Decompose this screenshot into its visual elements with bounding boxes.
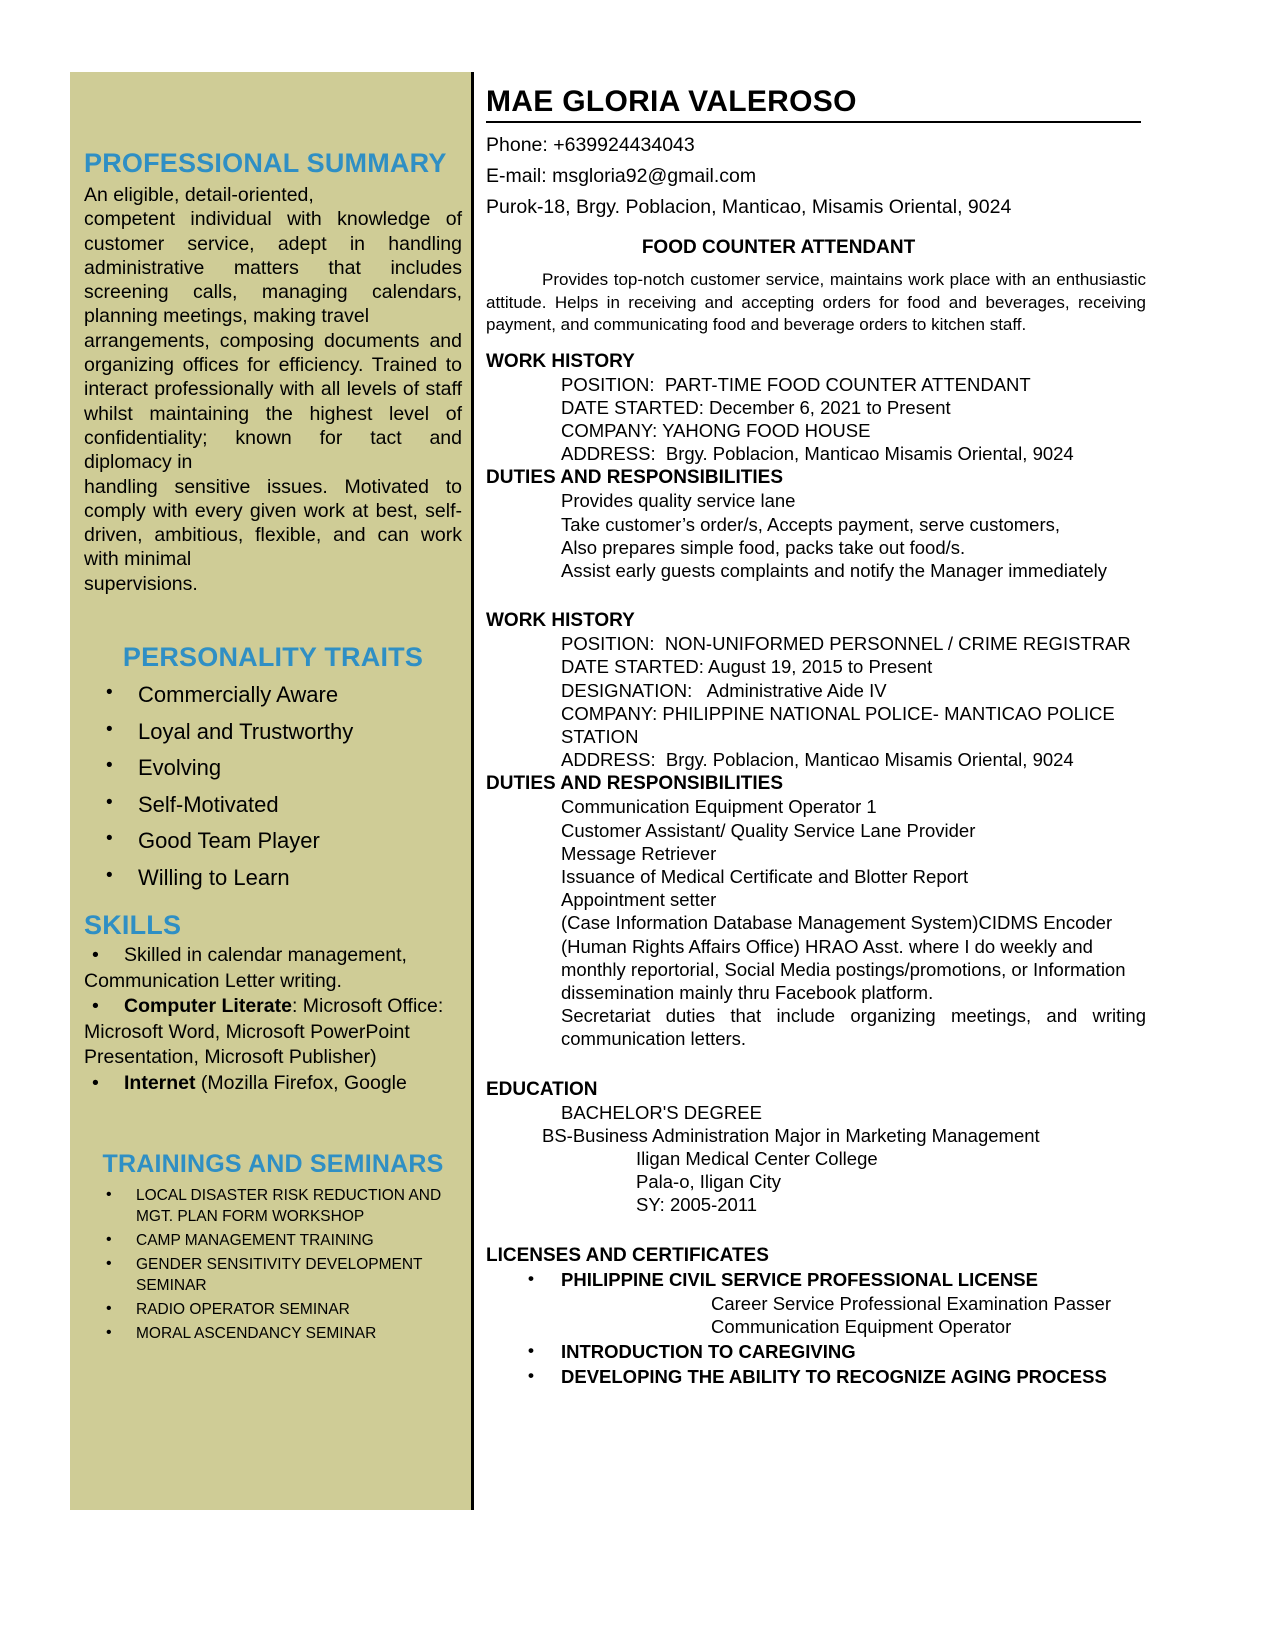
list-item: Appointment setter xyxy=(561,889,717,911)
skills-item-1-text: Skilled in calendar management, Communication Letter writing. xyxy=(84,944,407,992)
school-year: SY: 2005-2011 xyxy=(636,1194,758,1216)
skills-item-1 xyxy=(84,943,462,994)
wh2-company: COMPANY: PHILIPPINE NATIONAL POLICE- MANTICAO POLICE STATION xyxy=(561,702,1115,747)
education-details xyxy=(486,1101,1146,1217)
wh2-date-started: DATE STARTED: August 19, 2015 to Present xyxy=(561,656,933,678)
work-history-1-details xyxy=(486,373,1146,466)
list-item: • Willing to Learn xyxy=(84,860,462,897)
duties-2-list xyxy=(486,795,1146,1050)
list-item: Provides quality service lane xyxy=(561,490,796,512)
wh2-address: ADDRESS: Brgy. Poblacion, Manticao Misamis Oriental, 9024 xyxy=(561,749,1074,771)
objective-paragraph: Provides top-notch customer service, maintains work place with an enthusiastic attitude. Helps in receiving and accepting orders for food and beverages, receiving payment, and communicating food and beverage orders to kitchen staff. xyxy=(486,270,1146,334)
list-item xyxy=(486,1364,1146,1389)
contact-block xyxy=(486,130,1146,223)
trainings-section xyxy=(84,1150,462,1344)
main-content xyxy=(486,85,1146,1389)
personality-traits-list xyxy=(84,677,462,896)
list-item: (Case Information Database Management System)CIDMS Encoder xyxy=(561,912,1113,934)
summary-line-4: handling sensitive issues. Motivated to comply with every given work at best, self-driven, ambitious, flexible, and can work with minimal xyxy=(84,475,462,571)
professional-summary-body xyxy=(84,183,462,596)
work-history-2-heading: WORK HISTORY xyxy=(486,610,635,632)
school-name: Iligan Medical Center College xyxy=(636,1147,878,1169)
trainings-list xyxy=(84,1185,462,1344)
title-divider xyxy=(486,121,1141,123)
professional-summary-section xyxy=(84,72,462,596)
duties-1-list xyxy=(486,489,1146,582)
summary-line-1: An eligible, detail-oriented, xyxy=(84,184,314,206)
list-item: Communication Equipment Operator 1 xyxy=(561,796,877,818)
license-title: PHILIPPINE CIVIL SERVICE PROFESSIONAL LICENSE xyxy=(561,1268,1038,1290)
licenses-list xyxy=(486,1267,1146,1389)
list-item: • LOCAL DISASTER RISK REDUCTION AND MGT. PLAN FORM WORKSHOP xyxy=(84,1185,462,1227)
list-item: Customer Assistant/ Quality Service Lane Provider xyxy=(561,819,976,841)
duties-1-heading: DUTIES AND RESPONSIBILITIES xyxy=(486,467,783,489)
education-heading: EDUCATION xyxy=(486,1078,598,1100)
phone-text: Phone: +639924434043 xyxy=(486,134,695,156)
list-item xyxy=(486,1267,1146,1339)
list-item: • GENDER SENSITIVITY DEVELOPMENT SEMINAR xyxy=(84,1254,462,1296)
work-history-1-heading: WORK HISTORY xyxy=(486,350,635,372)
skills-item-3-label: Internet xyxy=(124,1071,196,1094)
address-text: Purok-18, Brgy. Poblacion, Manticao, Misamis Oriental, 9024 xyxy=(486,196,1012,218)
list-item: (Human Rights Affairs Office) HRAO Asst. where I do weekly and monthly reportorial, Social Media postings/promotions, or Information dissemination mainly thru Facebook platform. xyxy=(561,935,1126,1003)
list-item: • RADIO OPERATOR SEMINAR xyxy=(84,1299,462,1320)
list-item: Secretariat duties that include organizing meetings, and writing communication letters. xyxy=(561,1005,1146,1050)
list-item: • Evolving xyxy=(84,750,462,787)
duties-2-heading: DUTIES AND RESPONSIBILITIES xyxy=(486,773,783,795)
list-item: Issuance of Medical Certificate and Blotter Report xyxy=(561,865,969,887)
professional-summary-heading: PROFESSIONAL SUMMARY xyxy=(84,148,447,178)
wh2-position: POSITION: NON-UNIFORMED PERSONNEL / CRIME REGISTRAR xyxy=(561,633,1131,655)
skills-item-2 xyxy=(84,994,462,1071)
skills-item-3 xyxy=(84,1071,462,1097)
license-sub: Career Service Professional Examination Passer xyxy=(711,1292,1111,1314)
skills-item-2-text: : Microsoft Office: Microsoft Word, Microsoft PowerPoint Presentation, Microsoft Publisher) xyxy=(84,995,444,1069)
summary-line-5: supervisions. xyxy=(84,572,198,595)
list-item: Take customer’s order/s, Accepts payment, serve customers, xyxy=(561,513,1061,535)
list-item: • Loyal and Trustworthy xyxy=(84,714,462,751)
license-title: INTRODUCTION TO CAREGIVING xyxy=(561,1340,856,1362)
list-item: • MORAL ASCENDANCY SEMINAR xyxy=(84,1323,462,1344)
summary-line-2: competent individual with knowledge of customer service, adept in handling administrative matters that includes screening calls, managing calendars, planning meetings, making travel xyxy=(84,208,462,328)
school-location: Pala-o, Iligan City xyxy=(636,1171,781,1193)
wh2-designation: DESIGNATION: Administrative Aide IV xyxy=(561,679,887,701)
personality-traits-heading: PERSONALITY TRAITS xyxy=(122,642,424,673)
list-item: Assist early guests complaints and notify the Manager immediately xyxy=(561,559,1108,581)
sidebar xyxy=(70,72,474,1510)
license-sub: Communication Equipment Operator xyxy=(711,1316,1012,1338)
work-history-2-details xyxy=(486,632,1146,771)
skills-body xyxy=(84,943,462,1096)
wh1-position: POSITION: PART-TIME FOOD COUNTER ATTENDANT xyxy=(561,373,1031,395)
skills-item-2-label: Computer Literate xyxy=(124,995,292,1018)
degree-name: BS-Business Administration Major in Marketing Management xyxy=(542,1124,1040,1146)
skills-item-3-text: (Mozilla Firefox, Google xyxy=(195,1071,407,1094)
list-item: Message Retriever xyxy=(561,842,717,864)
wh1-company: COMPANY: YAHONG FOOD HOUSE xyxy=(561,419,871,441)
degree-label: BACHELOR'S DEGREE xyxy=(561,1101,762,1123)
personality-traits-section xyxy=(84,642,462,896)
wh1-date-started: DATE STARTED: December 6, 2021 to Present xyxy=(561,396,951,418)
list-item: Also prepares simple food, packs take out food/s. xyxy=(561,536,966,558)
bullet-icon: • xyxy=(92,995,99,1018)
skills-section xyxy=(84,910,462,1096)
list-item xyxy=(486,1339,1146,1364)
email-text: E-mail: msgloria92@gmail.com xyxy=(486,165,757,187)
summary-line-3: arrangements, composing documents and organizing offices for efficiency. Trained to interact professionally with all levels of staff whilst maintaining the highest level of confidentiality; known for tact and diplomacy in xyxy=(84,329,462,474)
job-title: FOOD COUNTER ATTENDANT xyxy=(641,237,916,258)
licenses-heading: LICENSES AND CERTIFICATES xyxy=(486,1244,769,1266)
list-item: • Good Team Player xyxy=(84,823,462,860)
bullet-icon: • xyxy=(92,944,99,967)
list-item: • Commercially Aware xyxy=(84,677,462,714)
list-item: • Self-Motivated xyxy=(84,787,462,824)
trainings-heading: TRAININGS AND SEMINARS xyxy=(102,1150,444,1179)
list-item: • CAMP MANAGEMENT TRAINING xyxy=(84,1230,462,1251)
wh1-address: ADDRESS: Brgy. Poblacion, Manticao Misamis Oriental, 9024 xyxy=(561,443,1074,465)
page-title: MAE GLORIA VALEROSO xyxy=(486,85,857,118)
license-title: DEVELOPING THE ABILITY TO RECOGNIZE AGING PROCESS xyxy=(561,1365,1107,1387)
sidebar-divider xyxy=(471,72,474,1510)
bullet-icon: • xyxy=(92,1071,99,1094)
skills-heading: SKILLS xyxy=(84,910,182,941)
